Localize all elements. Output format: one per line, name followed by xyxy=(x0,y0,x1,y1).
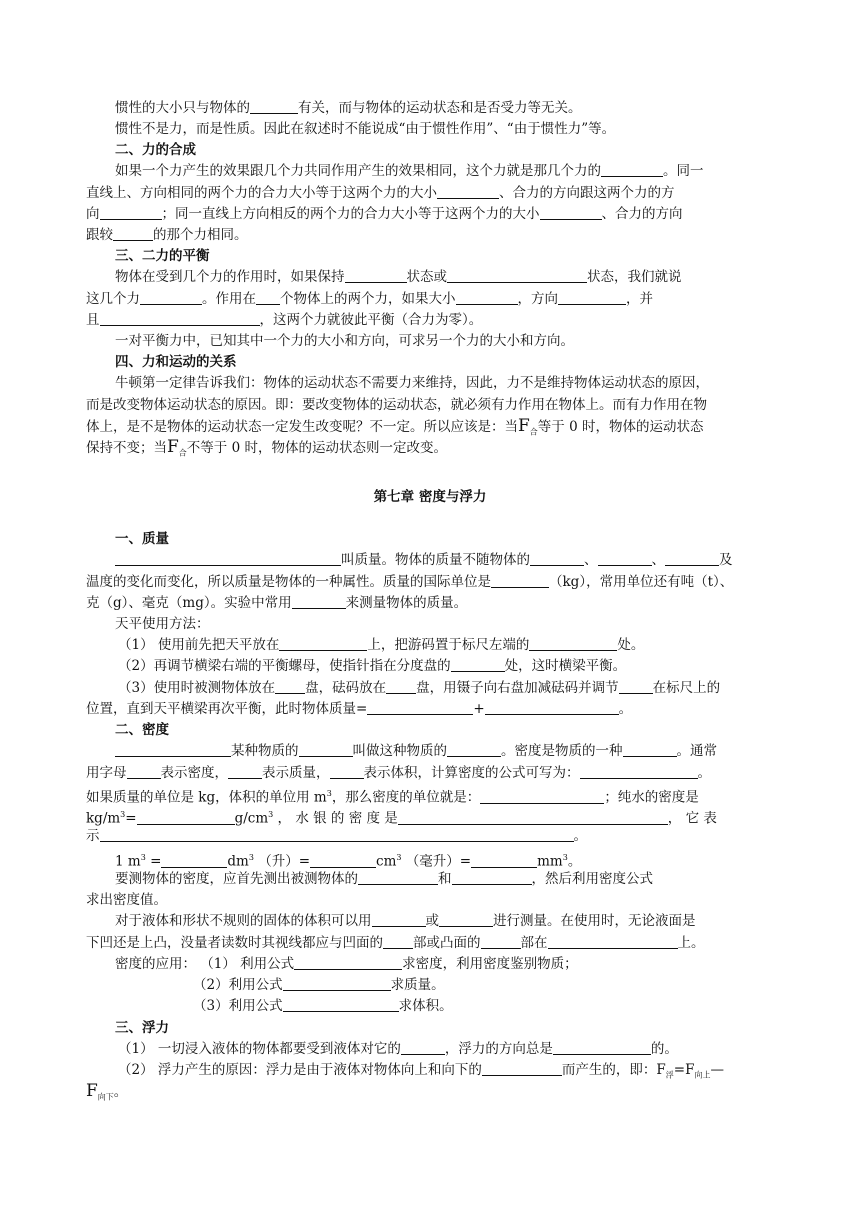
fill-in-blank[interactable] xyxy=(100,205,162,220)
text-run: 第七章 密度与浮力 xyxy=(373,489,487,505)
fill-in-blank[interactable] xyxy=(161,853,227,868)
fill-in-blank[interactable] xyxy=(548,934,678,949)
fill-in-blank[interactable] xyxy=(127,764,161,779)
text-run: 。密度是物质的一种 xyxy=(501,743,623,759)
fill-in-blank[interactable] xyxy=(540,205,602,220)
text-run: 而产生的，即：F xyxy=(561,1062,666,1078)
text-run: 位置，直到天平横梁再次平衡，此时物体质量= xyxy=(86,701,368,717)
text-line xyxy=(115,911,860,931)
fill-in-blank[interactable] xyxy=(283,976,391,991)
text-run: （毫升）= xyxy=(401,853,472,870)
text-run: 盘，用镊子向右盘加减砝码并调节 xyxy=(416,680,619,696)
text-run: 四、力和运动的关系 xyxy=(115,354,237,370)
fill-in-blank[interactable] xyxy=(491,573,549,588)
text-run: + xyxy=(473,701,485,717)
fill-in-blank[interactable] xyxy=(529,636,617,651)
fill-in-blank[interactable] xyxy=(294,955,402,970)
text-line xyxy=(86,933,860,953)
section-heading xyxy=(115,720,860,740)
text-run: 下凹还是上凸，没量者读数时其视线都应与凹面的 xyxy=(86,935,383,951)
fill-in-blank[interactable] xyxy=(480,789,604,804)
fill-in-blank[interactable] xyxy=(140,290,202,305)
text-run: 求体积。 xyxy=(398,998,453,1014)
fill-in-blank[interactable] xyxy=(481,934,521,949)
text-line xyxy=(86,805,860,829)
fill-in-blank[interactable] xyxy=(100,311,260,326)
superscript-text: 3 xyxy=(326,789,332,798)
text-line xyxy=(115,267,860,287)
text-run: 在标尺上的 xyxy=(652,680,721,696)
fill-in-blank[interactable] xyxy=(601,162,663,177)
text-run: 不等于 0 时，物体的运动状态则一定改变。 xyxy=(186,440,447,456)
superscript-text: 3 xyxy=(248,853,254,862)
text-run: 且 xyxy=(86,312,100,328)
text-run: 跟较 xyxy=(86,227,113,243)
text-run: 如果一个力产生的效果跟几个力共同作用产生的效果相同，这个力就是那几个力的 xyxy=(115,163,601,179)
fill-in-blank[interactable] xyxy=(485,700,619,715)
fill-in-blank[interactable] xyxy=(439,912,493,927)
fill-in-blank[interactable] xyxy=(665,551,719,566)
text-line xyxy=(86,225,860,245)
fill-in-blank[interactable] xyxy=(330,764,364,779)
text-run: 的。 xyxy=(650,1041,678,1057)
text-run: 克（g）、毫克（mg）。实验中常用 xyxy=(86,595,292,611)
text-run: 某种物质的 xyxy=(231,743,299,759)
text-run: 部或凸面的 xyxy=(413,935,481,951)
text-line xyxy=(115,550,860,570)
text-run: 状态或 xyxy=(406,269,447,285)
text-run: 保持不变；当 xyxy=(86,440,167,456)
text-line xyxy=(86,763,860,783)
text-run: 表示体积，计算密度的公式可写为： xyxy=(363,765,580,781)
fill-in-blank[interactable] xyxy=(283,997,399,1012)
text-line xyxy=(86,826,860,846)
section-heading xyxy=(115,246,860,266)
fill-in-blank[interactable] xyxy=(401,1040,445,1055)
text-run: 求出密度值。 xyxy=(86,892,167,908)
text-line xyxy=(118,1039,860,1059)
text-line xyxy=(115,741,860,761)
fill-in-blank[interactable] xyxy=(113,226,153,241)
superscript-text: 3 xyxy=(120,810,126,819)
text-run: 及 xyxy=(719,552,733,568)
text-run: 。 xyxy=(618,701,633,717)
text-line xyxy=(115,614,860,634)
text-line xyxy=(115,161,860,181)
text-run: =F xyxy=(673,1062,695,1078)
text-run: ，浮力的方向总是 xyxy=(444,1041,553,1057)
text-run: （3）利用公式 xyxy=(193,998,283,1014)
text-line xyxy=(115,848,860,872)
fill-in-blank[interactable] xyxy=(383,934,413,949)
text-line xyxy=(86,784,860,808)
fill-in-blank[interactable] xyxy=(279,636,367,651)
fill-in-blank[interactable] xyxy=(580,764,698,779)
text-run: 二、密度 xyxy=(115,722,169,738)
text-line xyxy=(86,310,860,330)
text-line xyxy=(115,331,860,351)
fill-in-blank[interactable] xyxy=(623,742,677,757)
text-run: ，然后利用密度公式 xyxy=(531,871,653,887)
text-line xyxy=(86,1081,860,1108)
text-run: 个物体上的两个力，如果大小 xyxy=(280,291,456,307)
text-line xyxy=(118,656,860,676)
fill-in-blank[interactable] xyxy=(553,1040,651,1055)
text-run: 惯性不是力，而是性质。因此在叙述时不能说成“由于惯性作用”、“由于惯性力”等。 xyxy=(115,121,616,137)
fill-in-blank[interactable] xyxy=(451,657,505,672)
text-line xyxy=(193,996,860,1016)
text-line xyxy=(86,437,860,464)
text-run: mm xyxy=(537,853,563,870)
fill-in-blank[interactable] xyxy=(398,810,668,825)
fill-in-blank[interactable] xyxy=(452,870,532,885)
text-run: 上。 xyxy=(677,935,705,951)
text-run: 叫质量。物体的质量不随物体的 xyxy=(341,552,530,568)
subscript-text: 浮 xyxy=(665,1070,674,1080)
text-run: 物体在受到几个力的作用时，如果保持 xyxy=(115,269,345,285)
text-run: 求密度，利用密度鉴别物质； xyxy=(402,956,578,972)
subscript-text: 向上 xyxy=(694,1070,711,1080)
text-line xyxy=(86,395,860,415)
fill-in-blank[interactable] xyxy=(250,99,298,114)
text-run: 1 m xyxy=(115,853,141,870)
text-run: 处，这时横梁平衡。 xyxy=(504,658,627,674)
text-run: （2）利用公式 xyxy=(193,977,283,993)
text-run: ，并 xyxy=(626,291,653,307)
text-run: ， 水 银 的 密 度 是 xyxy=(273,810,398,827)
superscript-text: 3 xyxy=(140,853,146,862)
text-run: （kg），常用单位还有吨（t）、 xyxy=(549,574,734,590)
fill-in-blank[interactable] xyxy=(447,268,587,283)
fill-in-blank[interactable] xyxy=(437,184,499,199)
text-run: — xyxy=(710,1062,724,1078)
text-run: dm xyxy=(227,853,249,870)
text-run: 一对平衡力中，已知其中一个力的大小和方向，可求另一个力的大小和方向。 xyxy=(115,333,574,349)
superscript-text: 3 xyxy=(562,853,568,862)
text-run: 二、力的合成 xyxy=(115,142,196,158)
text-run: 而是改变物体运动状态的原因。即：要改变物体的运动状态，就必须有力作用在物体上。而有力作用在物 xyxy=(86,397,707,413)
fill-in-blank[interactable] xyxy=(115,742,231,757)
section-heading xyxy=(115,1018,860,1038)
text-run: 要测物体的密度，应首先测出被测物体的 xyxy=(115,871,358,887)
fill-in-blank[interactable] xyxy=(275,679,305,694)
fill-in-blank[interactable] xyxy=(471,853,537,868)
text-run: 、 xyxy=(651,552,665,568)
fill-in-blank[interactable] xyxy=(100,827,574,842)
fill-in-blank[interactable] xyxy=(299,742,353,757)
text-line xyxy=(118,678,860,698)
text-run: 对于液体和形状不规则的固体的体积可以用 xyxy=(115,913,372,929)
text-run: 、 xyxy=(584,552,598,568)
text-run: kg/m xyxy=(86,810,121,827)
text-line xyxy=(86,699,860,719)
fill-in-blank[interactable] xyxy=(386,679,416,694)
text-run: g/cm xyxy=(234,810,269,827)
text-line xyxy=(115,98,860,118)
text-run: 叫做这种物质的 xyxy=(352,743,447,759)
text-line xyxy=(118,635,860,655)
text-run: 表示密度， xyxy=(160,765,228,781)
text-run: 状态，我们就说 xyxy=(587,269,682,285)
text-run: 上，把游码置于标尺左端的 xyxy=(367,637,530,653)
fill-in-blank[interactable] xyxy=(115,551,341,566)
fill-in-blank[interactable] xyxy=(228,764,262,779)
text-run: 和 xyxy=(438,871,452,887)
text-run: 牛顿第一定律告诉我们：物体的运动状态不需要力来维持，因此，力不是维持物体运动状态的原因， xyxy=(115,375,709,391)
fill-in-blank[interactable] xyxy=(367,700,473,715)
text-run: 表示质量， xyxy=(262,765,330,781)
text-run: F xyxy=(518,416,530,436)
text-run: F xyxy=(167,437,179,457)
text-line xyxy=(193,975,860,995)
text-run: 盘，砝码放在 xyxy=(305,680,387,696)
text-run: 。同一 xyxy=(663,163,704,179)
text-run: ，这两个力就彼此平衡（合力为零）。 xyxy=(259,312,483,328)
text-run: ；纯水的密度是 xyxy=(604,789,699,806)
text-run: （2）再调节横梁右端的平衡螺母，使指针指在分度盘的 xyxy=(118,658,451,674)
text-run: 示 xyxy=(86,828,100,844)
text-run: （2） 浮力产生的原因：浮力是由于液体对物体向上和向下的 xyxy=(118,1062,482,1078)
text-run: 进行测量。在使用时，无论液面是 xyxy=(493,913,696,929)
text-line xyxy=(115,119,860,139)
fill-in-blank[interactable] xyxy=(345,268,407,283)
text-run: （1） 使用前先把天平放在 xyxy=(118,637,280,653)
text-run: 温度的变化而变化，所以质量是物体的一种属性。质量的国际单位是 xyxy=(86,574,491,590)
text-run: 这几个力 xyxy=(86,291,140,307)
text-run: 。 xyxy=(567,853,582,870)
text-line xyxy=(115,869,860,889)
text-run: 天平使用方法： xyxy=(115,616,210,632)
text-line xyxy=(86,289,860,309)
text-run: 。 xyxy=(697,765,711,781)
section-heading xyxy=(115,140,860,160)
text-run: 、合力的方向跟这两个力的方 xyxy=(499,185,675,201)
text-run: 三、浮力 xyxy=(115,1020,169,1036)
text-line xyxy=(86,890,860,910)
text-line xyxy=(115,373,860,393)
text-run: 惯性的大小只与物体的 xyxy=(115,100,250,116)
text-line xyxy=(86,204,860,224)
section-heading xyxy=(115,352,860,372)
text-line xyxy=(86,593,860,613)
superscript-text: 3 xyxy=(396,853,402,862)
superscript-text: 3 xyxy=(268,810,274,819)
fill-in-blank[interactable] xyxy=(619,679,653,694)
subscript-text: 向下 xyxy=(97,1092,114,1102)
text-run: 三、二力的平衡 xyxy=(115,248,210,264)
fill-in-blank[interactable] xyxy=(256,290,280,305)
text-run: （1） 一切浸入液体的物体都要受到液体对它的 xyxy=(118,1041,401,1057)
text-run: = xyxy=(145,853,162,870)
fill-in-blank[interactable] xyxy=(137,810,235,825)
chapter-title xyxy=(0,487,860,507)
text-line xyxy=(86,183,860,203)
fill-in-blank[interactable] xyxy=(482,1061,562,1076)
text-run: ，那么密度的单位就是： xyxy=(331,789,481,806)
fill-in-blank[interactable] xyxy=(530,551,584,566)
fill-in-blank[interactable] xyxy=(358,870,438,885)
text-run: 求质量。 xyxy=(390,977,445,993)
fill-in-blank[interactable] xyxy=(372,912,426,927)
text-run: ，方向 xyxy=(517,291,558,307)
subscript-text: 合 xyxy=(178,448,187,458)
fill-in-blank[interactable] xyxy=(310,853,376,868)
text-run: （升）= xyxy=(253,853,311,870)
text-run: 向 xyxy=(86,206,100,222)
text-run: 直线上、方向相同的两个力的合力大小等于这两个力的大小 xyxy=(86,185,437,201)
text-run: 、合力的方向 xyxy=(601,206,683,222)
fill-in-blank[interactable] xyxy=(558,290,626,305)
text-run: = xyxy=(125,810,137,827)
text-run: ；同一直线上方向相反的两个力的合力大小等于这两个力的大小 xyxy=(161,206,540,222)
text-run: 密度的应用： （1） 利用公式 xyxy=(115,956,295,972)
fill-in-blank[interactable] xyxy=(598,551,652,566)
text-run: ， 它 表 xyxy=(667,810,717,827)
text-run: F xyxy=(86,1081,98,1101)
text-run: 处。 xyxy=(617,637,645,653)
section-heading xyxy=(115,529,860,549)
text-run: 部在 xyxy=(520,935,548,951)
fill-in-blank[interactable] xyxy=(456,290,518,305)
text-run: cm xyxy=(376,853,397,870)
subscript-text: 合 xyxy=(529,427,538,437)
text-line xyxy=(115,954,860,974)
text-run: 如果质量的单位是 kg，体积的单位用 m xyxy=(86,789,327,806)
text-run: 的那个力相同。 xyxy=(153,227,248,243)
text-run: 有关，而与物体的运动状态和是否受力等无关。 xyxy=(298,100,582,116)
fill-in-blank[interactable] xyxy=(447,742,501,757)
text-run: 。通常 xyxy=(676,743,717,759)
text-run: 或 xyxy=(425,913,439,929)
fill-in-blank[interactable] xyxy=(292,594,346,609)
text-run: 等于 0 时，物体的运动状态 xyxy=(537,419,704,435)
text-run: （3）使用时被测物体放在 xyxy=(118,680,276,696)
text-run: 。作用在 xyxy=(202,291,256,307)
text-run: 体上，是不是物体的运动状态一定发生改变呢？不一定。所以应该是：当 xyxy=(86,419,518,435)
text-run: 。 xyxy=(113,1084,128,1100)
text-run: 。 xyxy=(573,828,587,844)
text-run: 一、质量 xyxy=(115,531,169,547)
text-run: 来测量物体的质量。 xyxy=(345,595,468,611)
text-run: 用字母 xyxy=(86,765,127,781)
text-line xyxy=(86,572,860,592)
